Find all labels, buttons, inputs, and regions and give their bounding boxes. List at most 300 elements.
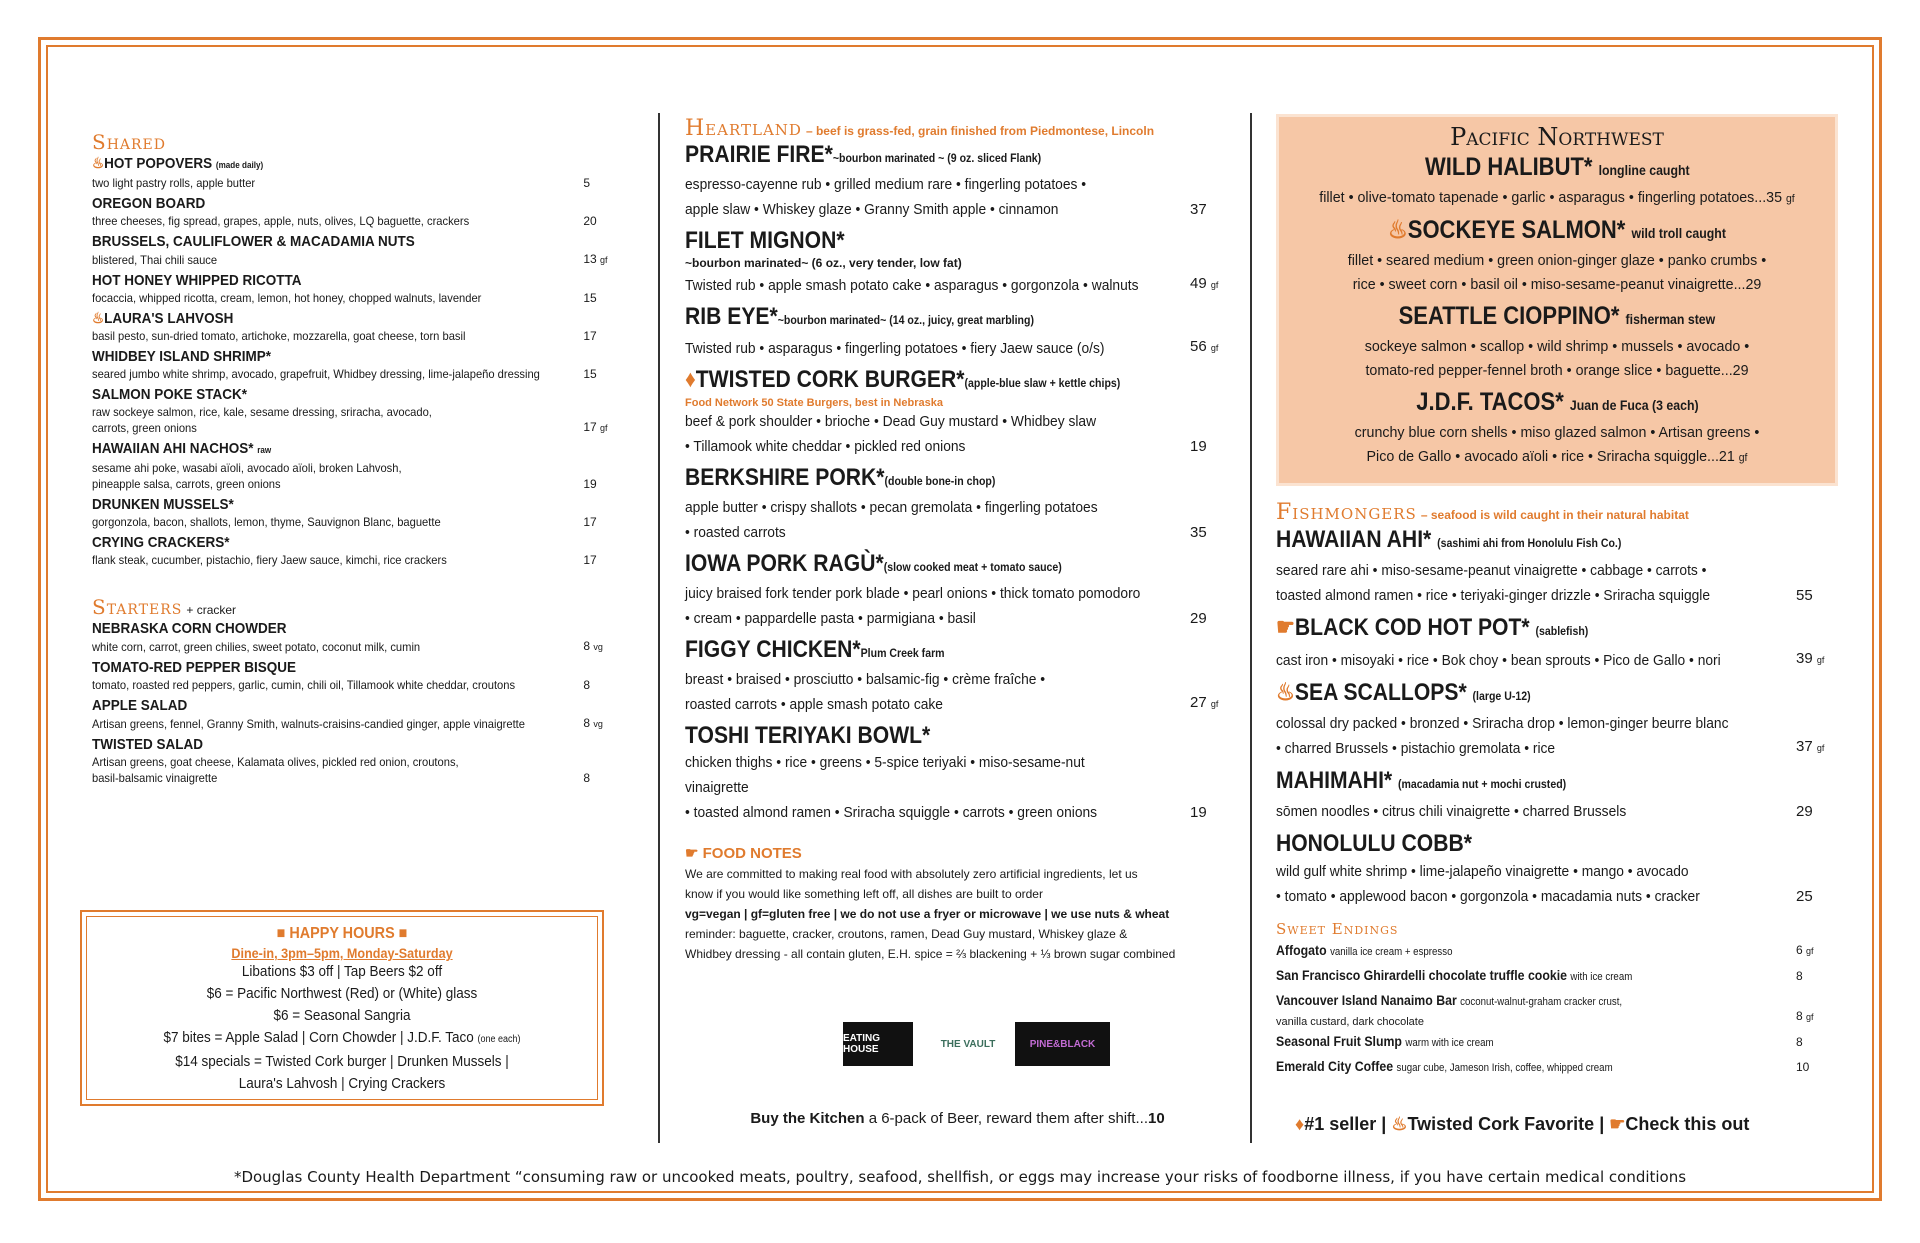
bottle-icon: ♦ — [1295, 1114, 1305, 1134]
item-title: BLACK COD HOT POT* — [1294, 614, 1530, 641]
item-title: HOT POPOVERS — [104, 155, 213, 172]
item-note: ~bourbon marinated~ (14 oz., juicy, great marbling) — [777, 313, 1034, 327]
item-note: fisherman stew — [1625, 311, 1716, 327]
cork-icon: ♨ — [1388, 216, 1408, 244]
description-text: sockeye salmon • scallop • wild shrimp • mussels • avocado • tomato-red pepper-fennel broth • orange slice • baguette...29 — [1364, 338, 1750, 379]
item-note: Plum Creek farm — [860, 646, 945, 660]
price-value: 20 — [583, 214, 597, 228]
item-title: HAWAIIAN AHI* — [1276, 526, 1432, 553]
item-name — [685, 366, 1165, 397]
price-value: 17 — [583, 329, 597, 343]
logo-pine-and-black: PINE&BLACK — [1015, 1022, 1110, 1066]
dessert-description: coconut-walnut-graham cracker crust, — [1460, 996, 1623, 1008]
item-name — [1399, 300, 1716, 335]
dessert-name — [1276, 939, 1725, 964]
menu-item — [685, 303, 1230, 361]
item-title: WHIDBEY ISLAND SHRIMP* — [92, 348, 272, 365]
item-price — [1190, 800, 1230, 825]
price-value: 13 — [583, 252, 597, 266]
item-name — [92, 232, 578, 251]
logo-eating-house: EATING HOUSE — [843, 1022, 913, 1066]
price-value: 17 — [583, 420, 597, 434]
column-divider-right — [1250, 113, 1252, 1143]
diet-tag: gf — [1806, 1012, 1814, 1022]
item-row — [685, 581, 1230, 631]
item-note: raw — [257, 445, 272, 455]
price-value: 8 — [583, 678, 591, 692]
menu-item — [1276, 829, 1841, 909]
item-price — [1796, 583, 1841, 608]
dessert-name — [1276, 989, 1725, 1014]
menu-item — [92, 154, 632, 191]
menu-item — [92, 658, 632, 693]
cork-icon: ♨ — [1276, 679, 1295, 706]
item-price — [1190, 197, 1230, 222]
dessert-description: sugar cube, Jameson Irish, coffee, whipped cream — [1396, 1062, 1613, 1074]
item-name — [1416, 386, 1698, 421]
price-value: 29 — [1796, 803, 1813, 820]
dessert-text — [1276, 1030, 1786, 1055]
item-price — [1190, 334, 1230, 361]
dessert-item — [1276, 964, 1841, 989]
item-price — [583, 419, 632, 436]
diet-tag: gf — [1785, 193, 1795, 205]
item-note: (sablefish) — [1535, 624, 1589, 638]
item-row — [685, 271, 1230, 298]
diet-tag: gf — [1210, 280, 1219, 290]
item-row — [92, 677, 632, 693]
shared-list — [92, 154, 632, 568]
item-price — [1796, 964, 1841, 989]
dessert-item — [1276, 989, 1841, 1030]
item-price — [583, 638, 632, 655]
item-price — [583, 328, 632, 344]
section-title-fishmongers: Fishmongers – seafood is wild caught in their natural habitat — [1276, 500, 1689, 525]
price-value: 37 — [1796, 738, 1813, 755]
menu-item — [92, 309, 632, 344]
menu-item — [92, 271, 632, 306]
item-price — [1190, 271, 1230, 298]
diet-tag: gf — [1806, 946, 1814, 956]
buy-the-kitchen: Buy the Kitchen a 6-pack of Beer, reward them after shift...10 — [750, 1110, 1165, 1127]
item-name — [1276, 678, 1773, 711]
food-notes — [685, 844, 1230, 964]
happy-hours-box — [80, 910, 604, 1106]
item-description: basil pesto, sun-dried tomato, artichoke, mozzarella, goat cheese, torn basil — [92, 329, 466, 343]
menu-item — [92, 347, 632, 382]
item-name — [92, 154, 578, 175]
menu-item — [92, 533, 632, 568]
menu-item — [685, 550, 1230, 631]
item-name — [92, 495, 578, 514]
price-value: 10 — [1796, 1060, 1810, 1074]
item-note: (sashimi ahi from Honolulu Fish Co.) — [1437, 536, 1622, 550]
food-notes-line: know if you would like something left off, all dishes are built to order — [685, 887, 1043, 901]
dessert-description: vanilla custard, dark chocolate — [1276, 1016, 1424, 1028]
diet-tag: gf — [1210, 699, 1219, 709]
diet-tag: gf — [1738, 452, 1748, 464]
menu-item — [1279, 214, 1835, 297]
item-title: HAWAIIAN AHI NACHOS* — [92, 440, 254, 457]
price-value: 19 — [583, 477, 597, 491]
price-value: 15 — [583, 367, 597, 381]
pacific-northwest-panel — [1276, 114, 1838, 486]
happy-hours-line: Libations $3 off | Tap Beers $2 off — [241, 963, 443, 980]
dessert-item — [1276, 1055, 1841, 1080]
item-price — [583, 366, 632, 382]
happy-hours-line: $6 = Pacific Northwest (Red) or (White) glass — [206, 985, 478, 1002]
item-name: APPLE SALAD — [92, 697, 188, 714]
item-price — [583, 290, 632, 306]
item-price — [583, 213, 632, 229]
item-name — [1276, 766, 1773, 799]
menu-item — [92, 439, 632, 492]
item-row — [685, 334, 1230, 361]
item-row — [92, 460, 632, 492]
item-description: wild gulf white shrimp • lime-jalapeño vinaigrette • mango • avocado • tomato • applewood bacon • gorgonzola • macadamia nuts • cracker — [1276, 863, 1700, 905]
item-description: seared rare ahi • miso-sesame-peanut vinaigrette • cabbage • carrots • toasted almond ramen • rice • teriyaki-ginger drizzle • Sriracha squiggle — [1276, 562, 1711, 604]
dessert-text — [1276, 989, 1786, 1030]
menu-item — [1276, 766, 1841, 824]
item-title: HONOLULU COBB* — [1276, 830, 1472, 857]
left-column — [92, 130, 632, 789]
price-value: 17 — [583, 553, 597, 567]
item-title: J.D.F. TACOS* — [1415, 388, 1564, 416]
item-title: WILD HALIBUT* — [1424, 153, 1593, 181]
price-value: 5 — [583, 176, 591, 190]
item-description — [1293, 186, 1821, 211]
item-price — [1796, 1055, 1841, 1080]
item-title: BRUSSELS, CAULIFLOWER & MACADAMIA NUTS — [92, 233, 415, 250]
menu-item — [92, 696, 632, 732]
diet-tag: gf — [600, 255, 608, 265]
item-description: cast iron • misoyaki • rice • Bok choy • bean sprouts • Pico de Gallo • nori — [1276, 652, 1721, 669]
price-value: 55 — [1796, 587, 1813, 604]
item-description: juicy braised fork tender pork blade • pearl onions • thick tomato pomodoro • cream • pappardelle pasta • parmigiana • basil — [685, 585, 1141, 627]
item-row — [92, 366, 632, 382]
diet-tag: vg — [593, 642, 603, 652]
item-description: focaccia, whipped ricotta, cream, lemon, hot honey, chopped walnuts, lavender — [92, 291, 482, 305]
happy-hours-bites: $7 bites = Apple Salad | Corn Chowder | J.D.F. Taco (one each) — [163, 1029, 521, 1046]
dessert-description: vanilla ice cream + espresso — [1330, 946, 1453, 958]
price-value: 8 — [1796, 1035, 1803, 1049]
item-row — [685, 750, 1230, 825]
price-value: 8 — [583, 771, 591, 785]
item-title: TWISTED CORK BURGER* — [695, 366, 965, 393]
menu-item — [685, 366, 1230, 459]
item-row — [685, 495, 1230, 545]
item-price — [583, 175, 632, 191]
happy-hours-schedule: Dine-in, 3pm–5pm, Monday-Saturday — [231, 945, 453, 961]
price-value: 8 — [583, 716, 591, 730]
item-price — [1796, 1030, 1841, 1055]
bottle-icon: ♦ — [685, 366, 696, 393]
dessert-title: Seasonal Fruit Slump — [1276, 1033, 1402, 1049]
price-value: 27 — [1190, 694, 1207, 711]
cork-icon: ♨ — [92, 310, 105, 327]
dessert-item — [1276, 938, 1841, 964]
item-description: gorgonzola, bacon, shallots, lemon, thyme, Sauvignon Blanc, baguette — [92, 515, 441, 529]
food-notes-line: We are committed to making real food with absolutely zero artificial ingredients, let us — [685, 867, 1138, 881]
item-row — [1276, 859, 1841, 909]
menu-item — [1279, 300, 1835, 383]
starters-note: + cracker — [186, 603, 237, 617]
item-name — [685, 636, 1165, 667]
item-name — [685, 227, 1165, 255]
fishmongers-list — [1276, 525, 1841, 909]
item-row — [92, 328, 632, 344]
description-text: fillet • seared medium • green onion-ginger glaze • panko crumbs • rice • sweet corn • basil oil • miso-sesame-peanut vinaigrette...29 — [1347, 252, 1767, 293]
diet-tag: vg — [593, 719, 603, 729]
price-value: 49 — [1190, 275, 1207, 292]
dessert-item — [1276, 1030, 1841, 1055]
starters-list — [92, 619, 632, 786]
menu-item — [685, 722, 1230, 825]
item-title: SOCKEYE SALMON* — [1407, 216, 1626, 244]
section-title-pacific: Pacific Northwest — [1450, 123, 1664, 151]
item-price — [1796, 1004, 1841, 1030]
dessert-title: Affogato — [1276, 942, 1327, 958]
item-price — [1796, 646, 1841, 673]
item-note: (apple-blue slaw + kettle chips) — [964, 376, 1121, 390]
item-title: LAURA'S LAHVOSH — [104, 310, 234, 327]
item-note: ~bourbon marinated ~ (9 oz. sliced Flank) — [832, 151, 1042, 165]
item-row — [92, 715, 632, 732]
item-description: three cheeses, fig spread, grapes, apple, nuts, olives, LQ baguette, crackers — [92, 214, 470, 228]
item-name — [92, 347, 578, 366]
item-row — [1276, 799, 1841, 824]
item-description: white corn, carrot, green chilies, sweet potato, coconut milk, cumin — [92, 640, 421, 654]
price-value: 17 — [583, 515, 597, 529]
item-name — [92, 533, 578, 552]
item-title: SALMON POKE STACK* — [92, 386, 248, 403]
item-row — [92, 175, 632, 191]
item-price — [1190, 690, 1230, 717]
item-row — [92, 404, 632, 436]
item-row — [92, 638, 632, 655]
item-row — [92, 754, 632, 786]
menu-item — [1276, 613, 1841, 673]
item-title: SEATTLE CIOPPINO* — [1398, 302, 1620, 330]
section-title-sweet: Sweet Endings — [1276, 920, 1399, 938]
health-disclaimer: *Douglas County Health Department “consuming raw or uncooked meats, poultry, seafood, shellfish, or eggs may increase your risks of foodborne illness, if you have certain medical conditions — [233, 1168, 1687, 1186]
item-price — [1796, 734, 1841, 761]
right-column — [1276, 500, 1841, 1080]
item-row — [92, 290, 632, 306]
menu-item — [92, 495, 632, 530]
menu-item — [1276, 525, 1841, 608]
item-price — [583, 476, 632, 492]
item-promo: Food Network 50 State Burgers, best in Nebraska — [685, 397, 943, 409]
item-description — [1293, 249, 1821, 297]
item-name — [1276, 525, 1773, 558]
food-notes-line: Whidbey dressing - all contain gluten, E.H. spice = ⅔ blackening + ⅓ brown sugar combined — [685, 947, 1176, 961]
price-value: 37 — [1190, 201, 1207, 218]
menu-item — [1279, 386, 1835, 470]
item-note: Juan de Fuca (3 each) — [1569, 397, 1699, 413]
item-price — [583, 770, 632, 786]
item-price — [1796, 799, 1841, 824]
item-name — [1276, 613, 1773, 646]
dessert-title: Vancouver Island Nanaimo Bar — [1276, 992, 1457, 1008]
item-row — [92, 251, 632, 268]
dessert-title: Emerald City Coffee — [1276, 1058, 1394, 1074]
item-price — [583, 514, 632, 530]
diet-tag: gf — [1816, 655, 1825, 665]
item-description: apple butter • crispy shallots • pecan gremolata • fingerling potatoes • roasted carrots — [685, 499, 1098, 541]
menu-item — [685, 141, 1230, 222]
price-value: 6 — [1796, 943, 1803, 957]
item-description: flank steak, cucumber, pistachio, fiery Jaew sauce, kimchi, rice crackers — [92, 553, 447, 567]
happy-hours-inner — [86, 916, 598, 1100]
item-description: Artisan greens, fennel, Granny Smith, walnuts-craisins-candied ginger, apple vinaigrette — [92, 717, 526, 731]
price-value: 39 — [1796, 650, 1813, 667]
item-title: RIB EYE* — [685, 303, 778, 330]
item-name: TOMATO-RED PEPPER BISQUE — [92, 659, 297, 676]
happy-hours-specials: Laura's Lahvosh | Crying Crackers — [238, 1075, 446, 1092]
menu-item — [92, 194, 632, 229]
food-notes-line: vg=vegan | gf=gluten free | we do not use a fryer or microwave | we use nuts & wheat — [685, 907, 1170, 921]
price-value: 19 — [1190, 438, 1207, 455]
item-note: (macadamia nut + mochi crusted) — [1398, 777, 1567, 791]
sweet-list — [1276, 938, 1841, 1080]
menu-item — [92, 619, 632, 655]
item-name — [92, 271, 578, 290]
menu-item — [1276, 678, 1841, 761]
item-row — [1276, 558, 1841, 608]
dessert-text — [1276, 964, 1786, 989]
item-description: two light pastry rolls, apple butter — [92, 176, 256, 190]
item-note: ~bourbon marinated~ (6 oz., very tender, low fat) — [685, 256, 962, 270]
happy-hours-title: ■ HAPPY HOURS ■ — [276, 925, 408, 942]
item-description: seared jumbo white shrimp, avocado, grapefruit, Whidbey dressing, lime-jalapeño dressing — [92, 367, 540, 381]
pacific-list — [1279, 151, 1835, 470]
item-title: SEA SCALLOPS* — [1294, 679, 1467, 706]
item-name: NEBRASKA CORN CHOWDER — [92, 620, 287, 637]
happy-hours-specials: $14 specials = Twisted Cork burger | Drunken Mussels | — [175, 1053, 509, 1070]
item-description: sesame ahi poke, wasabi aïoli, avocado aïoli, broken Lahvosh, pineapple salsa, carrots, green onions — [92, 461, 402, 491]
item-price — [1796, 938, 1841, 964]
dessert-text — [1276, 1055, 1786, 1080]
dessert-description: with ice cream — [1570, 971, 1633, 983]
item-description — [1293, 421, 1821, 470]
item-row — [685, 172, 1230, 222]
price-value: 25 — [1796, 888, 1813, 905]
partner-logos — [843, 1022, 1113, 1068]
legend: ♦#1 seller | ♨Twisted Cork Favorite | ☛Check this out — [1295, 1114, 1750, 1134]
item-name — [92, 309, 578, 328]
menu-item — [685, 636, 1230, 717]
item-row — [685, 409, 1230, 459]
diet-tag: gf — [1210, 343, 1219, 353]
item-row — [92, 552, 632, 568]
menu-item — [92, 385, 632, 436]
item-price — [583, 677, 632, 693]
item-title: CRYING CRACKERS* — [92, 534, 230, 551]
item-description: espresso-cayenne rub • grilled medium rare • fingerling potatoes • apple slaw • Whiskey glaze • Granny Smith apple • cinnamon — [685, 176, 1087, 218]
pointing-hand-icon: ☛ — [1609, 1114, 1626, 1134]
cork-icon: ♨ — [92, 155, 105, 172]
dessert-name — [1276, 1055, 1725, 1080]
item-description: Artisan greens, goat cheese, Kalamata olives, pickled red onion, croutons, basil-balsamic vinaigrette — [92, 755, 459, 785]
item-note: (double bone-in chop) — [884, 474, 996, 488]
price-value: 8 — [1796, 1009, 1803, 1023]
item-name — [685, 303, 1165, 334]
menu-item — [1279, 151, 1835, 211]
price-value: 19 — [1190, 804, 1207, 821]
item-title: FILET MIGNON* — [685, 227, 845, 254]
food-notes-title: ☛ FOOD NOTES — [685, 845, 802, 862]
item-note: wild troll caught — [1631, 225, 1726, 241]
item-note: longline caught — [1598, 162, 1690, 178]
section-title-starters: Starters + cracker — [92, 595, 237, 619]
column-divider-left — [658, 113, 660, 1143]
item-title: FIGGY CHICKEN* — [685, 636, 861, 663]
item-title: HOT HONEY WHIPPED RICOTTA — [92, 272, 302, 289]
middle-column — [685, 116, 1230, 964]
menu-item — [685, 464, 1230, 545]
item-title: BERKSHIRE PORK* — [685, 464, 885, 491]
price-value: 56 — [1190, 338, 1207, 355]
dessert-title: San Francisco Ghirardelli chocolate truffle cookie — [1276, 967, 1567, 983]
food-notes-line: reminder: baguette, cracker, croutons, ramen, Dead Guy mustard, Whiskey glaze & — [685, 927, 1128, 941]
description-text: fillet • olive-tomato tapenade • garlic • asparagus • fingerling potatoes...35 — [1319, 189, 1783, 206]
price-value: 8 — [583, 639, 591, 653]
item-note: (large U-12) — [1472, 689, 1531, 703]
item-note: (slow cooked meat + tomato sauce) — [883, 560, 1062, 574]
menu-item — [92, 232, 632, 268]
item-row — [1276, 646, 1841, 673]
item-price — [1190, 520, 1230, 545]
item-name — [685, 464, 1165, 495]
item-name — [92, 194, 578, 213]
diet-tag: gf — [1816, 743, 1825, 753]
item-title: DRUNKEN MUSSELS* — [92, 496, 234, 513]
item-description: breast • braised • prosciutto • balsamic-fig • crème fraîche • roasted carrots • apple smash potato cake — [685, 671, 1046, 713]
item-name — [92, 385, 578, 404]
item-name — [1276, 829, 1773, 859]
item-description: blistered, Thai chili sauce — [92, 253, 218, 267]
price-value: 15 — [583, 291, 597, 305]
item-name — [685, 550, 1165, 581]
item-description: raw sockeye salmon, rice, kale, sesame dressing, sriracha, avocado, carrots, green onions — [92, 405, 432, 435]
dessert-text — [1276, 939, 1786, 964]
description-text: crunchy blue corn shells • miso glazed salmon • Artisan greens • Pico de Gallo • avocado aïoli • rice • Sriracha squiggle...21 — [1354, 424, 1760, 465]
price-value: 8 — [1796, 969, 1803, 983]
item-description: colossal dry packed • bronzed • Sriracha drop • lemon-ginger beurre blanc • charred Brussels • pistachio gremolata • rice — [1276, 715, 1729, 757]
item-title: TOSHI TERIYAKI BOWL* — [685, 722, 931, 749]
item-name: TWISTED SALAD — [92, 736, 203, 753]
menu-item — [685, 227, 1230, 298]
logo-the-vault: THE VAULT — [940, 1038, 996, 1050]
happy-hours-line: $6 = Seasonal Sangria — [273, 1007, 411, 1024]
item-price — [583, 251, 632, 268]
menu-item — [92, 735, 632, 786]
pointing-hand-icon: ☛ — [685, 845, 703, 862]
item-description: tomato, roasted red peppers, garlic, cumin, chili oil, Tillamook white cheddar, croutons — [92, 678, 516, 692]
item-name — [685, 722, 1165, 750]
item-description: Twisted rub • apple smash potato cake • asparagus • gorgonzola • walnuts — [685, 277, 1139, 294]
item-description: chicken thighs • rice • greens • 5-spice teriyaki • miso-sesame-nut vinaigrette • toasted almond ramen • Sriracha squiggle • carrots • green onions — [685, 754, 1098, 821]
item-name — [92, 439, 578, 460]
section-title-heartland: Heartland – beef is grass-fed, grain finished from Piedmontese, Lincoln — [685, 116, 1155, 141]
item-row — [92, 514, 632, 530]
item-note: (made daily) — [215, 160, 264, 170]
item-description: Twisted rub • asparagus • fingerling potatoes • fiery Jaew sauce (o/s) — [685, 340, 1105, 357]
item-row — [685, 667, 1230, 717]
item-name — [1425, 151, 1690, 186]
dessert-description: warm with ice cream — [1405, 1037, 1494, 1049]
